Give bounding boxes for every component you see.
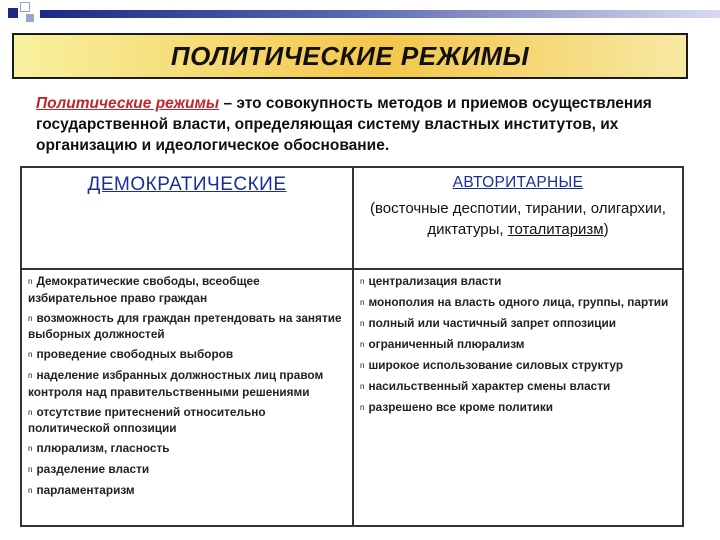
definition-text: – это совокупность методов и приемов осуществления государственной власти, определяющая систему властных институтов, их организацию и идеологическое обоснование. bbox=[36, 95, 652, 154]
list-item: n монополия на власть одного лица, группы, партии bbox=[360, 295, 669, 309]
bullet-icon: n bbox=[360, 361, 365, 370]
bullet-icon: n bbox=[28, 313, 33, 323]
bullet-icon: n bbox=[28, 407, 33, 417]
decor-square-light bbox=[26, 14, 34, 22]
bullet-icon: n bbox=[360, 319, 365, 328]
authoritarian-subheader-underlined: тоталитаризм bbox=[507, 221, 604, 238]
list-item: n отсутствие притеснений относительно политической оппозиции bbox=[28, 404, 266, 435]
list-item: n Демократические свободы, всеобщее избирательное право граждан bbox=[28, 274, 260, 305]
list-item: n насильственный характер смены власти bbox=[360, 379, 611, 393]
list-item: n полный или частичный запрет оппозиции bbox=[360, 316, 617, 330]
bullet-icon: n bbox=[360, 298, 365, 307]
authoritarian-list bbox=[360, 274, 680, 421]
democratic-list bbox=[28, 274, 348, 504]
definition-term: Политические режимы bbox=[36, 95, 220, 112]
column-header-authoritarian-block bbox=[354, 174, 682, 240]
regimes-table bbox=[20, 166, 684, 527]
bullet-icon: n bbox=[360, 340, 365, 349]
list-item: n парламентаризм bbox=[28, 483, 135, 497]
top-gradient-bar bbox=[40, 10, 720, 18]
bullet-icon: n bbox=[360, 277, 365, 286]
bullet-icon: n bbox=[28, 350, 33, 359]
bullet-icon: n bbox=[360, 403, 365, 412]
bullet-icon: n bbox=[28, 277, 33, 286]
authoritarian-subheader-end: ) bbox=[603, 221, 609, 238]
decor-square-dark bbox=[8, 8, 18, 18]
list-item: n ограниченный плюрализм bbox=[360, 337, 525, 351]
column-header-authoritarian: АВТОРИТАРНЫЕ bbox=[452, 174, 584, 191]
table-horizontal-divider bbox=[22, 268, 682, 270]
bullet-icon: n bbox=[360, 382, 365, 391]
list-item: n разделение власти bbox=[28, 462, 150, 476]
bullet-icon: n bbox=[28, 444, 33, 453]
list-item: n централизация власти bbox=[360, 274, 502, 288]
bullet-icon: n bbox=[28, 371, 33, 380]
column-header-democratic: ДЕМОКРАТИЧЕСКИЕ bbox=[87, 174, 287, 195]
authoritarian-subheader-text: (восточные деспотии, тирании, олигархии, диктатуры, bbox=[370, 200, 666, 238]
list-item: n широкое использование силовых структур bbox=[360, 358, 624, 372]
page-title: ПОЛИТИЧЕСКИЕ РЕЖИМЫ bbox=[170, 40, 530, 71]
list-item: n наделение избранных должностных лиц правом контроля над правительственными решениями bbox=[28, 368, 324, 399]
list-item: n плюрализм, гласность bbox=[28, 441, 170, 455]
list-item: n возможность для граждан претендовать на занятие выборных должностей bbox=[28, 310, 342, 341]
bullet-icon: n bbox=[28, 465, 33, 474]
list-item: n проведение свободных выборов bbox=[28, 347, 234, 361]
bullet-icon: n bbox=[28, 486, 33, 495]
title-banner bbox=[12, 33, 688, 79]
definition-paragraph bbox=[36, 93, 696, 156]
authoritarian-subheader bbox=[354, 198, 682, 240]
decor-square-white bbox=[20, 2, 30, 12]
list-item: n разрешено все кроме политики bbox=[360, 400, 554, 414]
